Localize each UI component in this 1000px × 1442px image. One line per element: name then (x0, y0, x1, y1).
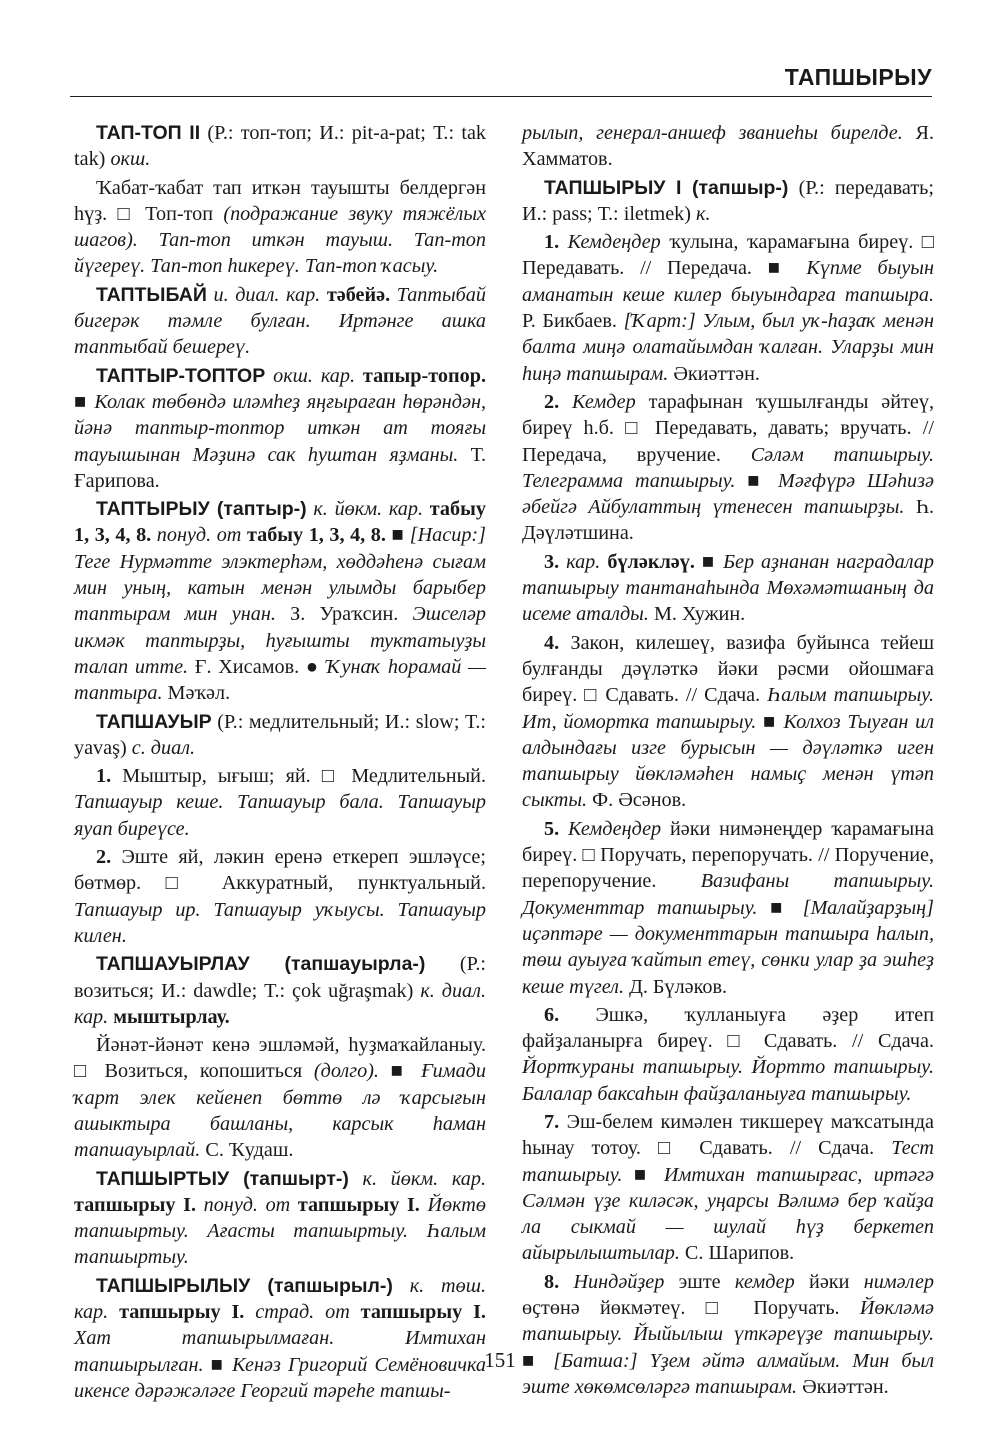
plain-text: Мәҡәл. (162, 682, 231, 705)
plain-text: Эш-белем кимәлен тикшереү маҡсатында һынау тотоу. □ Сдавать. // Сдача. (522, 1110, 934, 1160)
plain-text: ҡулына, ҡарамағына биреү. □ Передавать. // Передача. ■ (522, 231, 934, 280)
bold-text: 4. (544, 631, 560, 654)
bold-text: 2. (544, 390, 560, 413)
italic-text: Ниндәйҙер (559, 1270, 665, 1293)
entry-tapshyryu-sense-4 (522, 630, 934, 814)
italic-text: Кенәз Григорий Семёновичка икенсе дәрәжәләге Георгий тәреһе тапшы- (74, 1353, 486, 1402)
italic-text: Ҡунаҡ һорамай — таптыра. (74, 655, 486, 705)
italic-text: понуд. от (196, 1193, 298, 1216)
italic-text: Тапшауыр кеше. Тапшауыр бала. Тапшауыр яуап биреүсе. (74, 791, 486, 840)
italic-text: кар. (559, 550, 608, 573)
italic-text: Имтихан тапшырғас, иртәгә Сәлмән үҙе киләсәк, уңарсы Вәлимә бер ҡайҙа ла сыкмай — шулай һүҙ беркетеп айырылыштылар. (522, 1163, 934, 1265)
bold-text: 6. (544, 1003, 560, 1026)
italic-text: рылып, генерал-аншеф званиеһы бирелде. (522, 122, 903, 144)
italic-text: Йортҡураны тапшырыу. Йортто тапшырыу. Балалар баксаһын файҙаланыуға тапшырыу. (522, 1056, 934, 1105)
plain-text: Мыштыр, ығыш; яй. □ Медлительный. (111, 765, 486, 788)
entry-tapshyryu-sense-6 (522, 1002, 934, 1107)
entry-tapshyrylyu (74, 1273, 486, 1404)
headword: ТАПШЫРТЫУ (тапшырт-) (96, 1167, 349, 1190)
italic-text: Кемдеңдер (559, 231, 661, 254)
plain-text: ■ (378, 1060, 422, 1083)
bold-text: 5. (544, 817, 560, 840)
plain-text: Р. Бикбаев. (522, 310, 624, 333)
plain-text: С. Ҡудаш. (200, 1139, 294, 1162)
italic-text: Кемдер (559, 390, 636, 413)
italic-text: [Батша:] Үҙем әйтә алмайым. Мин был эште хөкөмсөләргә тапшырам. (522, 1349, 934, 1398)
plain-text: (Р.: возиться; И.: dawdle; Т.: çok uğraşmak) (74, 953, 486, 1002)
italic-text: [Насир:] Теге Нурмәтте элэктерһәм, хөддәһенә сығам мин уның, катын менән улымды барыбер таптырам мин унан. (74, 524, 486, 626)
headword: ТАПТЫРЫУ (таптыр-) (96, 498, 307, 521)
italic-text: Колак төбөндә иләмһеҙ яңғыраған һөрәндән, йәнә таптыр-топтор иткән ат тояғы тауышынан Мәҙинә сак һуштан яҙманы. (74, 390, 487, 466)
headword: ТАП-ТОП II (96, 122, 201, 144)
italic-text: Кемдеңдер (559, 817, 662, 840)
plain-text: Эште яй, ләкин еренә еткереп эшләүсе; бөтмөр. □ Аккуратный, пунктуальный. (74, 846, 486, 895)
bold-text: 1. (96, 765, 112, 788)
plain-text: ■ (385, 524, 410, 547)
italic-text: Сәләм тапшырыу. Телеграмма тапшырыу. (522, 443, 935, 492)
bold-text: 8. (544, 1270, 560, 1293)
bold-text: тапшырыу I. (74, 1193, 197, 1216)
italic-text: кемдер (734, 1270, 795, 1293)
italic-text: (подражание звуку тяжёлых шагов). Тап-топ иткән тауыш. Тап-топ йүгереү. Тап-топ һикереү. Тап-топ ҡасыу. (74, 202, 486, 278)
headword: ТАПТЫР-ТОПТОР (96, 364, 266, 387)
bold-text: 2. (96, 846, 112, 869)
entry-tapshyrtyu (74, 1166, 486, 1271)
entry-tapshyryu-sense-2 (522, 389, 934, 547)
italic-text: Вазифаны тапшырыу. Документтар тапшырыу. (522, 870, 934, 919)
entry-tapshyryu-sense-8 (522, 1269, 934, 1400)
entry-tapshyryu-sense-7 (522, 1109, 934, 1267)
italic-text: Ғимади ҡарт элек кейенеп бөттө лә ҡарсығын ашыктыра башланы, карсык һаман тапшауырлай. (74, 1060, 486, 1162)
headword: ТАПТЫБАЙ (96, 283, 207, 306)
entry-tap-top-definition (74, 175, 486, 280)
plain-text: ■ (757, 896, 803, 919)
bold-text: 1. (544, 231, 560, 254)
italic-text: Тест тапшырыу. (522, 1137, 934, 1186)
entry-taptybai (74, 282, 486, 361)
italic-text: окш. (110, 148, 151, 171)
plain-text: Әкиәттән. (797, 1375, 889, 1398)
italic-text: понуд. от (151, 524, 247, 547)
italic-text: Хат тапшырылмаған. Имтихан тапшырылған. (74, 1327, 486, 1376)
plain-text: Т. Ғарипова. (74, 443, 487, 492)
headword: ТАПШЫРЫЛЫУ (тапшырыл-) (96, 1274, 393, 1297)
italic-text: Мәғфүрә Шәһизә әбейгә Айбулаттың үтенесен тапшырҙы. (522, 469, 934, 519)
italic-text: и. диал. кар. (206, 283, 327, 306)
bold-text: 3. (544, 550, 560, 573)
bold-text: тапыр-топор. (362, 364, 486, 387)
entry-taptyr-toptor (74, 363, 486, 494)
entry-tapshauyr-sense-2 (74, 844, 486, 949)
plain-text: ■ (74, 390, 95, 413)
headword: ТАПШАУЫРЛАУ (тапшауырла-) (96, 953, 426, 976)
plain-text: Ҡабат-ҡабат тап иткән тауышты белдергән һүҙ. □ Топ-топ (74, 176, 486, 225)
bold-text: 7. (544, 1110, 560, 1133)
entry-tapshauyr (74, 709, 486, 762)
plain-text: ■ (756, 710, 784, 733)
plain-text: Йәнәт-йәнәт кенә эшләмәй, һуҙмаҡайланыу. □ Возиться, копошиться (74, 1034, 486, 1083)
plain-text: Ғ. Хисамов. ● (188, 655, 327, 678)
plain-text: тарафынан ҡушылғанды әйтеү, биреү һ.б. □ Передавать, давать; вручать. // Передача, вручение. (522, 390, 934, 466)
italic-text: к. төш. кар. (74, 1274, 487, 1324)
plain-text: (Р.: топ-топ; И.: pit-a-pat; Т.: tak tak) (74, 122, 486, 171)
plain-text: ■ (735, 469, 778, 492)
plain-text: Д. Бүләков. (624, 975, 728, 998)
entry-tapshauyrlau-definition (74, 1032, 486, 1163)
entry-taptyryu (74, 496, 486, 706)
headword: ТАПШАУЫР (96, 710, 212, 733)
entry-tapshauyrlau (74, 951, 486, 1030)
plain-text: Һ. Дәүләтшина. (522, 496, 935, 545)
entry-tapshyrylyu-continued (522, 120, 934, 173)
entry-tapshauyr-sense-1 (74, 763, 486, 842)
italic-text: Таптыбай бигерәк тәмле булған. Иртәнге ашка таптыбай бешереү. (74, 283, 486, 359)
right-column (522, 120, 934, 1402)
running-head-word: ТАПШЫРЫУ (784, 64, 932, 90)
entry-tapshyryu-sense-5 (522, 816, 934, 1000)
headword: ТАПШЫРЫУ I (тапшыр-) (544, 176, 789, 199)
italic-text: Эшселәр икмәк таптырҙы, һуғышты туктатыуҙы талап итте. (74, 603, 486, 678)
plain-text: ■ (203, 1353, 233, 1376)
plain-text: ■ (622, 1163, 664, 1186)
plain-text: Ф. Әсәнов. (587, 789, 687, 812)
italic-text: Һалым тапшырыу. Ит, йомортка тапшырыу. (522, 684, 934, 733)
entry-tap-top-ii (74, 120, 486, 173)
italic-text: окш. кар. (265, 364, 363, 387)
italic-text: Колхоз Тыуған ил алдындағы изге бурысын — дәүләткә иген тапшырыу йөкләмәһен намыҫ менән үтәп сыкты. (522, 710, 935, 812)
italic-text: к. диал. кар. (74, 979, 487, 1028)
plain-text: (Р.: медлительный; И.: slow; Т.: yavaş) (74, 710, 486, 759)
italic-text: Тапшауыр ир. Тапшауыр уҡыусы. Тапшауыр килен. (74, 898, 486, 947)
bold-text: тапшырыу I. (297, 1193, 420, 1216)
plain-text: З. Ураҡсин. (275, 603, 413, 626)
italic-text: (долго). (313, 1060, 379, 1083)
entry-tapshyryu-sense-3 (522, 549, 934, 628)
italic-text: страд. от (244, 1301, 361, 1324)
plain-text: (Р.: передавать; И.: pass; Т.: iletmek) (522, 176, 934, 225)
plain-text: өҫтөнә йөкмәтеү. □ Поручать. (522, 1297, 860, 1320)
italic-text: к. йөкм. кар. (348, 1167, 486, 1190)
plain-text: Эшкә, ҡулланыуға әҙер итеп файҙаланырға биреү. □ Сдавать. // Сдача. (522, 1003, 934, 1053)
plain-text: ■ (694, 550, 724, 573)
bold-text: табыу 1, 3, 4, 8. (74, 498, 486, 547)
entry-tapshyryu-i (522, 175, 934, 228)
italic-text: Күпме быуын аманатын кешe килер быуындарға тапшыра. (522, 257, 934, 306)
bold-text: табыу 1, 3, 4, 8. (246, 524, 386, 547)
bold-text: тәбейә. (326, 283, 397, 306)
plain-text: Әкиәттән. (668, 362, 760, 385)
plain-text: эште (664, 1270, 735, 1293)
plain-text: йәки нимәнеңдер ҡарамағына биреү. □ Поручать, перепоручать. // Поручение, перепоручение. (522, 817, 934, 893)
plain-text: Я. Хамматов. (522, 122, 934, 171)
bold-text: бүләкләү. (607, 550, 695, 573)
running-head (70, 58, 932, 97)
italic-text: к. (696, 202, 711, 225)
bold-text: тапшырыу I. (119, 1301, 245, 1324)
entry-tapshyryu-sense-1 (522, 229, 934, 387)
italic-text: нимәлер (863, 1270, 934, 1293)
italic-text: с. диал. (131, 736, 196, 759)
italic-text: [Малайҙарҙың] иҫәптәре — документтарын тапшыра һалып, төш ауыуға ҡайтып етеү, сөнки улар ҙа эшһеҙ кеше түгел. (522, 896, 934, 998)
italic-text: Йөкләмә тапшырыу. Йыйылыш үткәреүҙе тапшырыу. (522, 1297, 934, 1346)
italic-text: [Ҡарт:] Улым, был уҡ-һаҙаҡ менән балта миңә олатайымдан ҡалған. Уларҙы мин һиңә тапшырам. (522, 310, 934, 385)
plain-text: ■ (522, 1349, 554, 1372)
page-number: 151 (484, 1348, 516, 1372)
bold-text: мыштырлау. (113, 1005, 230, 1028)
italic-text: Йөктө тапшыртыу. Ағасты тапшыртыу. Һалым тапшыртыу. (74, 1193, 486, 1269)
plain-text: йәки (794, 1270, 864, 1293)
plain-text: С. Шарипов. (679, 1242, 795, 1265)
plain-text: М. Хужин. (648, 603, 746, 626)
bold-text: тапшырыу I. (360, 1301, 486, 1324)
italic-text: к. йөкм. кар. (306, 498, 430, 521)
plain-text: Закон, килешеү, вазифа буйынса тейеш булғанды дәүләткә йәки рәсми ойошмаға биреү. □ Сдавать. // Сдача. (522, 631, 934, 707)
left-column (74, 120, 486, 1406)
italic-text: Бер аҙнанан наградалар тапшырыу тантанаһында Мөхәмәтшаның да исеме аталды. (522, 550, 934, 626)
